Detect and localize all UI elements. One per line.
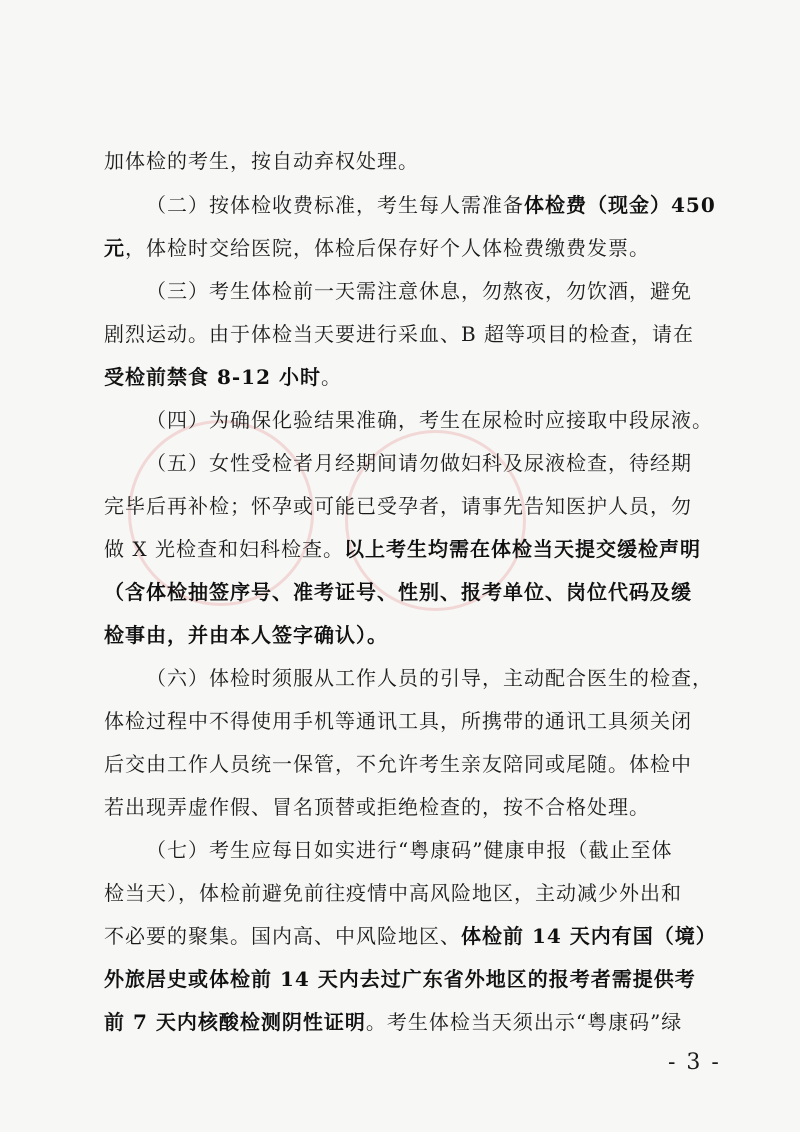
text-line: 受检前禁食 8-12 小时。	[104, 365, 342, 389]
page-number: - 3 -	[668, 1050, 721, 1075]
fasting-emphasis: 受检前禁食 8-12 小时	[104, 365, 321, 389]
fee-emphasis: 体检费（现金）450	[524, 193, 716, 217]
text-line: 后交由工作人员统一保管，不允许考生亲友陪同或尾随。体检中	[104, 752, 692, 776]
text-line: （七）考生应每日如实进行“粤康码”健康申报（截止至体	[146, 838, 673, 862]
text-line: （四）为确保化验结果准确，考生在尿检时应接取中段尿液。	[146, 408, 713, 432]
text-line: 前 7 天内核酸检测阴性证明。考生体检当天须出示“粤康码”绿	[104, 1010, 683, 1034]
text-line: 元，体检时交给医院，体检后保存好个人体检费缴费发票。	[104, 236, 650, 260]
nucleic-test-emphasis: 前 7 天内核酸检测阴性证明	[104, 1010, 366, 1034]
text-line: 若出现弄虚作假、冒名顶替或拒绝检查的，按不合格处理。	[104, 795, 650, 819]
text-line: （二）按体检收费标准，考生每人需准备体检费（现金）450	[146, 193, 716, 217]
text-line: （六）体检时须服从工作人员的引导，主动配合医生的检查，	[146, 666, 713, 690]
text-line: 加体检的考生，按自动弃权处理。	[104, 149, 419, 173]
text-line: 完毕后再补检；怀孕或可能已受孕者，请事先告知医护人员，勿	[104, 494, 692, 518]
text-line: 检事由，并由本人签字确认）。	[104, 623, 388, 647]
declaration-emphasis: 以上考生均需在体检当天提交缓检声明	[343, 537, 701, 561]
text-line: 外旅居史或体检前 14 天内去过广东省外地区的报考者需提供考	[104, 967, 696, 991]
text-line: 体检过程中不得使用手机等通讯工具，所携带的通讯工具须关闭	[104, 709, 692, 733]
text-line: 不必要的聚集。国内高、中风险地区、体检前 14 天内有国（境）	[104, 924, 717, 948]
text-line: 检当天），体检前避免前往疫情中高风险地区，主动减少外出和	[104, 881, 682, 905]
fee-emphasis-unit: 元	[104, 236, 125, 260]
text-line: （三）考生体检前一天需注意休息，勿熬夜，勿饮酒，避免	[146, 279, 692, 303]
text-line: （五）女性受检者月经期间请勿做妇科及尿液检查，待经期	[146, 451, 692, 475]
text-line: （含体检抽签序号、准考证号、性别、报考单位、岗位代码及缓	[104, 580, 692, 604]
text-line: 做 X 光检查和妇科检查。以上考生均需在体检当天提交缓检声明	[104, 537, 701, 561]
text-line: 剧烈运动。由于体检当天要进行采血、B 超等项目的检查，请在	[104, 322, 695, 346]
travel-emphasis: 体检前 14 天内有国（境）	[461, 924, 717, 948]
